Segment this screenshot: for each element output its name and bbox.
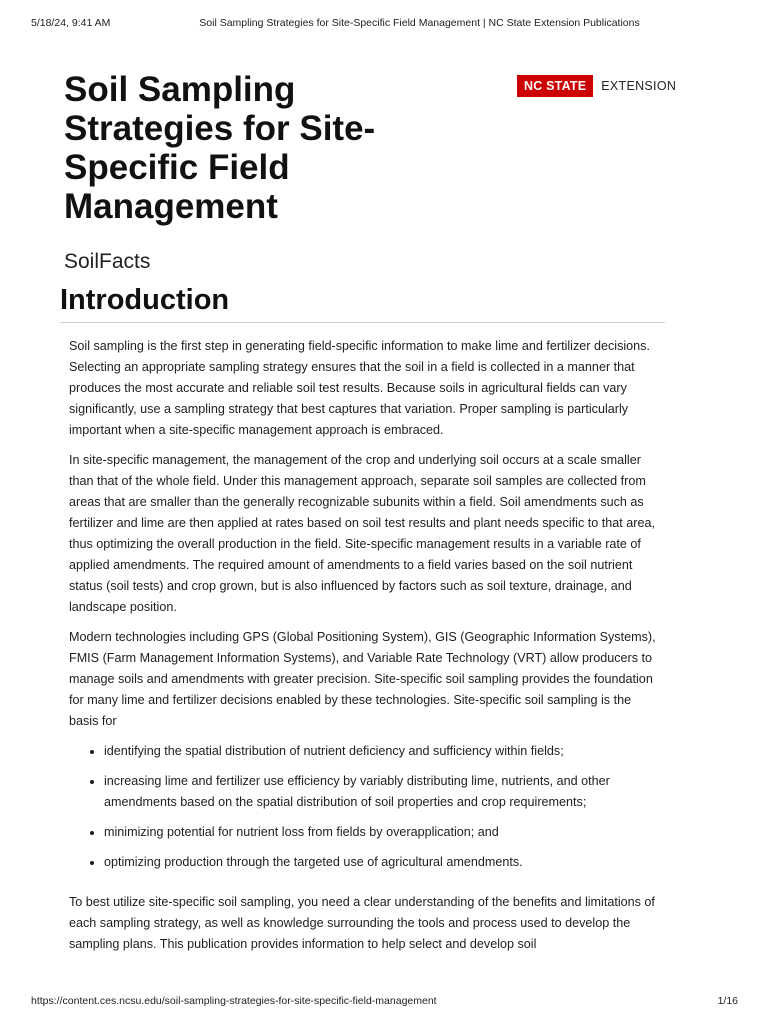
paragraph: To best utilize site-specific soil sampling, you need a clear understanding of the benefits and limitations of each sampling strategy, as well as knowledge surrounding the tools and process used to develop the sampling plans. This publication provides information to help select and develop soil [69,895,655,951]
section-heading: Introduction [60,284,230,316]
series-label: SoilFacts [64,250,151,273]
nc-state-extension-logo[interactable] [517,75,676,97]
article-body [69,336,659,964]
paragraph: In site-specific management, the management of the crop and underlying soil occurs at a scale smaller than that of the whole field. Under this management approach, separate soil samples are collected from areas that are smaller than the generally recognizable subunits within a field. Soil amendments such as fertilizer and lime are then applied at rates based on soil test results and plant needs specific to that area, thus optimizing the overall production in the field. Site-specific management results in a variable rate of applied amendments. The required amount of amendments to a field varies based on the soil nutrient status (soil tests) and crop grown, but is also influenced by factors such as soil texture, drainage, and landscape position. [69,453,655,614]
list-item: • identifying the spatial distribution of nutrient deficiency and sufficiency within fields; [104,741,659,762]
bullet-list [69,741,659,873]
section-divider [60,322,665,323]
list-item: • optimizing production through the targeted use of agricultural amendments. [104,852,659,873]
nc-state-badge: NC STATE [517,75,593,97]
print-footer [31,995,738,1011]
extension-wordmark: EXTENSION [601,79,677,93]
print-datetime: 5/18/24, 9:41 AM [31,17,111,29]
print-page-title: Soil Sampling Strategies for Site-Specific Field Management | NC State Extension Publications [199,17,640,29]
paragraph: Modern technologies including GPS (Global Positioning System), GIS (Geographic Information Systems), FMIS (Farm Management Information Systems), and Variable Rate Technology (VRT) allow producers to manage soils and amendments with greater precision. Site-specific soil sampling provides the foundation for many lime and fertilizer decisions enabled by these technologies. Site-specific soil sampling is the basis for [69,630,656,728]
page-url[interactable]: https://content.ces.ncsu.edu/soil-sampling-strategies-for-site-specific-field-management [31,995,437,1007]
document-title: Soil Sampling Strategies for Site-Specific Field Management [64,70,376,226]
page-number: 1/16 [717,995,738,1007]
list-item: • minimizing potential for nutrient loss from fields by overapplication; and [104,822,659,843]
print-header [31,17,738,33]
list-item: • increasing lime and fertilizer use efficiency by variably distributing lime, nutrients, and other amendments based on the spatial distribution of soil properties and crop requirements; [104,771,659,813]
paragraph: Soil sampling is the first step in generating field-specific information to make lime and fertilizer decisions. Selecting an appropriate sampling strategy ensures that the soil in a field is collected in a manner that produces the most accurate and reliable soil test results. Because soils in agricultural fields can vary significantly, use a sampling strategy that best captures that variation. Proper sampling is particularly important when a site-specific management approach is embraced. [69,339,650,437]
